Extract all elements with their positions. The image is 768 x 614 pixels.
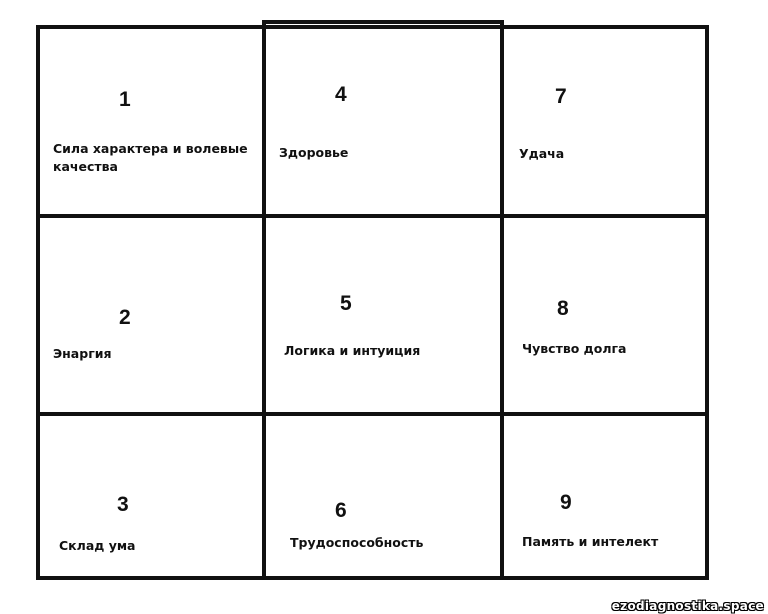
cell-6-number: 6 bbox=[335, 499, 347, 522]
cell-3-number: 3 bbox=[117, 493, 129, 516]
cell-6-label: Трудоспособность bbox=[290, 535, 424, 550]
cell-1-number: 1 bbox=[119, 88, 131, 111]
cell-3-label: Склад ума bbox=[59, 538, 136, 553]
cell-8-number: 8 bbox=[557, 297, 569, 320]
cell-8-label: Чувство долга bbox=[522, 341, 627, 356]
cell-1-label: Сила характера и волевые качества bbox=[53, 141, 248, 174]
cell-2-number: 2 bbox=[119, 306, 131, 329]
cell-5-label: Логика и интуиция bbox=[284, 343, 421, 358]
watermark: ezodiagnostika.space bbox=[611, 599, 764, 613]
cell-9-number: 9 bbox=[560, 491, 572, 514]
cell-7-label: Удача bbox=[519, 146, 565, 161]
cell-2-label: Энаргия bbox=[53, 346, 112, 361]
cell-7-number: 7 bbox=[555, 85, 567, 108]
cell-5-number: 5 bbox=[340, 292, 352, 315]
cell-9-label: Память и интелект bbox=[522, 534, 659, 549]
cell-4-number: 4 bbox=[335, 83, 347, 106]
cell-4-label: Здоровье bbox=[279, 145, 349, 160]
